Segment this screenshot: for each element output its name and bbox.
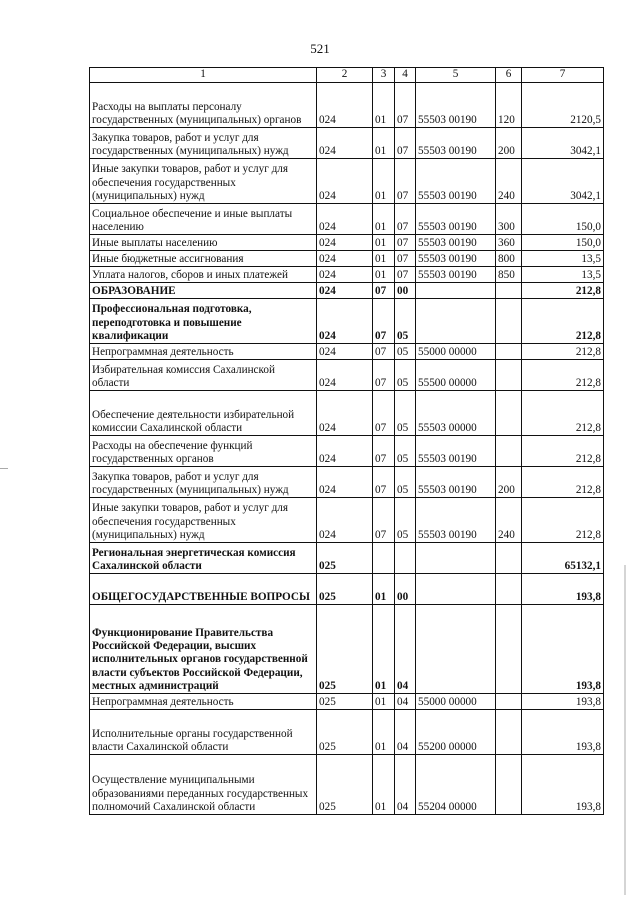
cell-type: 800 — [496, 251, 522, 267]
cell-type: 240 — [496, 498, 522, 543]
cell-subsection: 07 — [395, 267, 416, 283]
cell-amount: 13,5 — [522, 251, 604, 267]
cell-type — [496, 360, 522, 391]
cell-type — [496, 436, 522, 467]
header-cell-admin: 2 — [317, 68, 373, 83]
cell-type: 850 — [496, 267, 522, 283]
cell-name: Социальное обеспечение и иные выплаты населению — [90, 204, 317, 235]
table-row — [90, 299, 604, 344]
cell-name: Обеспечение деятельности избирательной комиссии Сахалинской области — [90, 391, 317, 436]
cell-admin: 024 — [317, 391, 373, 436]
cell-section: 07 — [373, 360, 395, 391]
cell-section: 07 — [373, 283, 395, 299]
budget-table — [89, 67, 604, 815]
cell-subsection: 05 — [395, 360, 416, 391]
cell-admin: 024 — [317, 83, 373, 128]
cell-section: 01 — [373, 251, 395, 267]
cell-amount: 150,0 — [522, 235, 604, 251]
cell-admin: 025 — [317, 543, 373, 574]
cell-admin: 025 — [317, 694, 373, 710]
cell-target: 55503 00190 — [416, 204, 496, 235]
cell-amount: 65132,1 — [522, 543, 604, 574]
cell-subsection: 00 — [395, 574, 416, 605]
cell-target — [416, 299, 496, 344]
cell-subsection: 07 — [395, 251, 416, 267]
header-cell-type: 6 — [496, 68, 522, 83]
cell-target: 55503 00190 — [416, 251, 496, 267]
cell-section — [373, 543, 395, 574]
cell-amount: 212,8 — [522, 360, 604, 391]
cell-section: 07 — [373, 299, 395, 344]
cell-type: 200 — [496, 128, 522, 159]
cell-amount: 2120,5 — [522, 83, 604, 128]
cell-subsection: 04 — [395, 694, 416, 710]
cell-section: 01 — [373, 235, 395, 251]
cell-subsection: 05 — [395, 299, 416, 344]
cell-name: Осуществление муниципальными образованиями переданных государственных полномочий Сахалинской области — [90, 755, 317, 815]
cell-name: Профессиональная подготовка, переподготовка и повышение квалификации — [90, 299, 317, 344]
cell-subsection: 05 — [395, 498, 416, 543]
table-row — [90, 543, 604, 574]
cell-section: 01 — [373, 710, 395, 755]
cell-amount: 150,0 — [522, 204, 604, 235]
cell-type — [496, 543, 522, 574]
scan-mark — [0, 468, 8, 469]
cell-admin: 024 — [317, 267, 373, 283]
cell-section: 01 — [373, 204, 395, 235]
table-row — [90, 360, 604, 391]
cell-amount: 3042,1 — [522, 159, 604, 204]
table-row — [90, 574, 604, 605]
cell-subsection: 04 — [395, 710, 416, 755]
cell-amount: 212,8 — [522, 436, 604, 467]
cell-subsection: 05 — [395, 344, 416, 360]
cell-target: 55500 00000 — [416, 360, 496, 391]
cell-name: Иные закупки товаров, работ и услуг для обеспечения государственных (муниципальных) нужд — [90, 498, 317, 543]
cell-section: 07 — [373, 344, 395, 360]
cell-target — [416, 283, 496, 299]
cell-subsection: 07 — [395, 83, 416, 128]
cell-subsection — [395, 543, 416, 574]
cell-subsection: 05 — [395, 436, 416, 467]
cell-name: Иные бюджетные ассигнования — [90, 251, 317, 267]
table-row — [90, 694, 604, 710]
cell-section: 07 — [373, 391, 395, 436]
cell-admin: 024 — [317, 128, 373, 159]
cell-section: 07 — [373, 467, 395, 498]
cell-name: Иные выплаты населению — [90, 235, 317, 251]
cell-name: Региональная энергетическая комиссия Сахалинской области — [90, 543, 317, 574]
cell-target: 55503 00190 — [416, 159, 496, 204]
cell-target: 55503 00190 — [416, 128, 496, 159]
table-row — [90, 710, 604, 755]
cell-target: 55503 00190 — [416, 498, 496, 543]
cell-amount: 212,8 — [522, 344, 604, 360]
cell-target: 55000 00000 — [416, 694, 496, 710]
cell-section: 07 — [373, 498, 395, 543]
cell-admin: 024 — [317, 360, 373, 391]
table-row — [90, 204, 604, 235]
cell-name: ОБЩЕГОСУДАРСТВЕННЫЕ ВОПРОСЫ — [90, 574, 317, 605]
cell-subsection: 07 — [395, 159, 416, 204]
cell-name: Избирательная комиссия Сахалинской области — [90, 360, 317, 391]
cell-admin: 024 — [317, 467, 373, 498]
cell-target — [416, 543, 496, 574]
cell-amount: 193,8 — [522, 755, 604, 815]
cell-type — [496, 605, 522, 694]
cell-section: 01 — [373, 267, 395, 283]
cell-section: 01 — [373, 128, 395, 159]
cell-amount: 193,8 — [522, 605, 604, 694]
cell-target — [416, 605, 496, 694]
cell-section: 01 — [373, 605, 395, 694]
table-row — [90, 128, 604, 159]
cell-target: 55503 00190 — [416, 235, 496, 251]
cell-target: 55503 00190 — [416, 436, 496, 467]
cell-admin: 024 — [317, 283, 373, 299]
scan-edge-shadow — [624, 565, 626, 895]
cell-target: 55204 00000 — [416, 755, 496, 815]
cell-admin: 025 — [317, 755, 373, 815]
cell-section: 07 — [373, 436, 395, 467]
cell-name: ОБРАЗОВАНИЕ — [90, 283, 317, 299]
cell-type — [496, 283, 522, 299]
cell-type — [496, 391, 522, 436]
table-body — [90, 68, 604, 815]
cell-name: Закупка товаров, работ и услуг для государственных (муниципальных) нужд — [90, 128, 317, 159]
cell-name: Уплата налогов, сборов и иных платежей — [90, 267, 317, 283]
cell-subsection: 07 — [395, 235, 416, 251]
cell-name: Функционирование Правительства Российской Федерации, высших исполнительных органов государственной власти субъектов Российской Федерации, местных администраций — [90, 605, 317, 694]
header-row — [90, 68, 604, 83]
table-row — [90, 344, 604, 360]
cell-admin: 024 — [317, 159, 373, 204]
cell-admin: 024 — [317, 204, 373, 235]
table-row — [90, 467, 604, 498]
table-row — [90, 498, 604, 543]
header-cell-name: 1 — [90, 68, 317, 83]
cell-subsection: 07 — [395, 204, 416, 235]
cell-amount: 212,8 — [522, 283, 604, 299]
cell-amount: 212,8 — [522, 299, 604, 344]
header-cell-subsection: 4 — [395, 68, 416, 83]
table-row — [90, 267, 604, 283]
cell-admin: 024 — [317, 498, 373, 543]
table-row — [90, 436, 604, 467]
cell-target: 55200 00000 — [416, 710, 496, 755]
cell-name: Непрограммная деятельность — [90, 344, 317, 360]
table-row — [90, 391, 604, 436]
cell-section: 01 — [373, 159, 395, 204]
cell-section: 01 — [373, 574, 395, 605]
cell-type — [496, 299, 522, 344]
cell-name: Исполнительные органы государственной власти Сахалинской области — [90, 710, 317, 755]
cell-subsection: 05 — [395, 467, 416, 498]
cell-amount: 193,8 — [522, 710, 604, 755]
cell-admin: 025 — [317, 710, 373, 755]
cell-subsection: 04 — [395, 755, 416, 815]
cell-target: 55503 00000 — [416, 391, 496, 436]
cell-type — [496, 755, 522, 815]
cell-target: 55503 00190 — [416, 267, 496, 283]
table-row — [90, 251, 604, 267]
cell-amount: 193,8 — [522, 694, 604, 710]
table-row — [90, 159, 604, 204]
cell-amount: 212,8 — [522, 498, 604, 543]
cell-type: 120 — [496, 83, 522, 128]
cell-amount: 193,8 — [522, 574, 604, 605]
cell-subsection: 00 — [395, 283, 416, 299]
cell-name: Непрограммная деятельность — [90, 694, 317, 710]
cell-admin: 024 — [317, 436, 373, 467]
cell-name: Закупка товаров, работ и услуг для государственных (муниципальных) нужд — [90, 467, 317, 498]
cell-admin: 024 — [317, 299, 373, 344]
cell-name: Расходы на выплаты персоналу государственных (муниципальных) органов — [90, 83, 317, 128]
cell-admin: 024 — [317, 235, 373, 251]
table-row — [90, 605, 604, 694]
header-cell-target: 5 — [416, 68, 496, 83]
cell-amount: 3042,1 — [522, 128, 604, 159]
cell-target: 55503 00190 — [416, 467, 496, 498]
cell-section: 01 — [373, 83, 395, 128]
cell-subsection: 04 — [395, 605, 416, 694]
cell-type — [496, 710, 522, 755]
cell-admin: 024 — [317, 344, 373, 360]
cell-subsection: 05 — [395, 391, 416, 436]
table-row — [90, 755, 604, 815]
cell-type — [496, 694, 522, 710]
header-cell-section: 3 — [373, 68, 395, 83]
cell-target: 55503 00190 — [416, 83, 496, 128]
cell-name: Иные закупки товаров, работ и услуг для обеспечения государственных (муниципальных) нужд — [90, 159, 317, 204]
cell-type: 240 — [496, 159, 522, 204]
table-row — [90, 235, 604, 251]
cell-admin: 024 — [317, 251, 373, 267]
cell-target — [416, 574, 496, 605]
cell-type: 300 — [496, 204, 522, 235]
cell-type: 200 — [496, 467, 522, 498]
cell-subsection: 07 — [395, 128, 416, 159]
cell-type: 360 — [496, 235, 522, 251]
cell-target: 55000 00000 — [416, 344, 496, 360]
cell-name: Расходы на обеспечение функций государственных органов — [90, 436, 317, 467]
cell-admin: 025 — [317, 605, 373, 694]
cell-section: 01 — [373, 694, 395, 710]
header-cell-amount: 7 — [522, 68, 604, 83]
cell-amount: 212,8 — [522, 467, 604, 498]
cell-amount: 212,8 — [522, 391, 604, 436]
table-row — [90, 283, 604, 299]
cell-section: 01 — [373, 755, 395, 815]
table-row — [90, 83, 604, 128]
cell-amount: 13,5 — [522, 267, 604, 283]
cell-type — [496, 574, 522, 605]
cell-type — [496, 344, 522, 360]
page-number: 521 — [310, 41, 330, 56]
cell-admin: 025 — [317, 574, 373, 605]
